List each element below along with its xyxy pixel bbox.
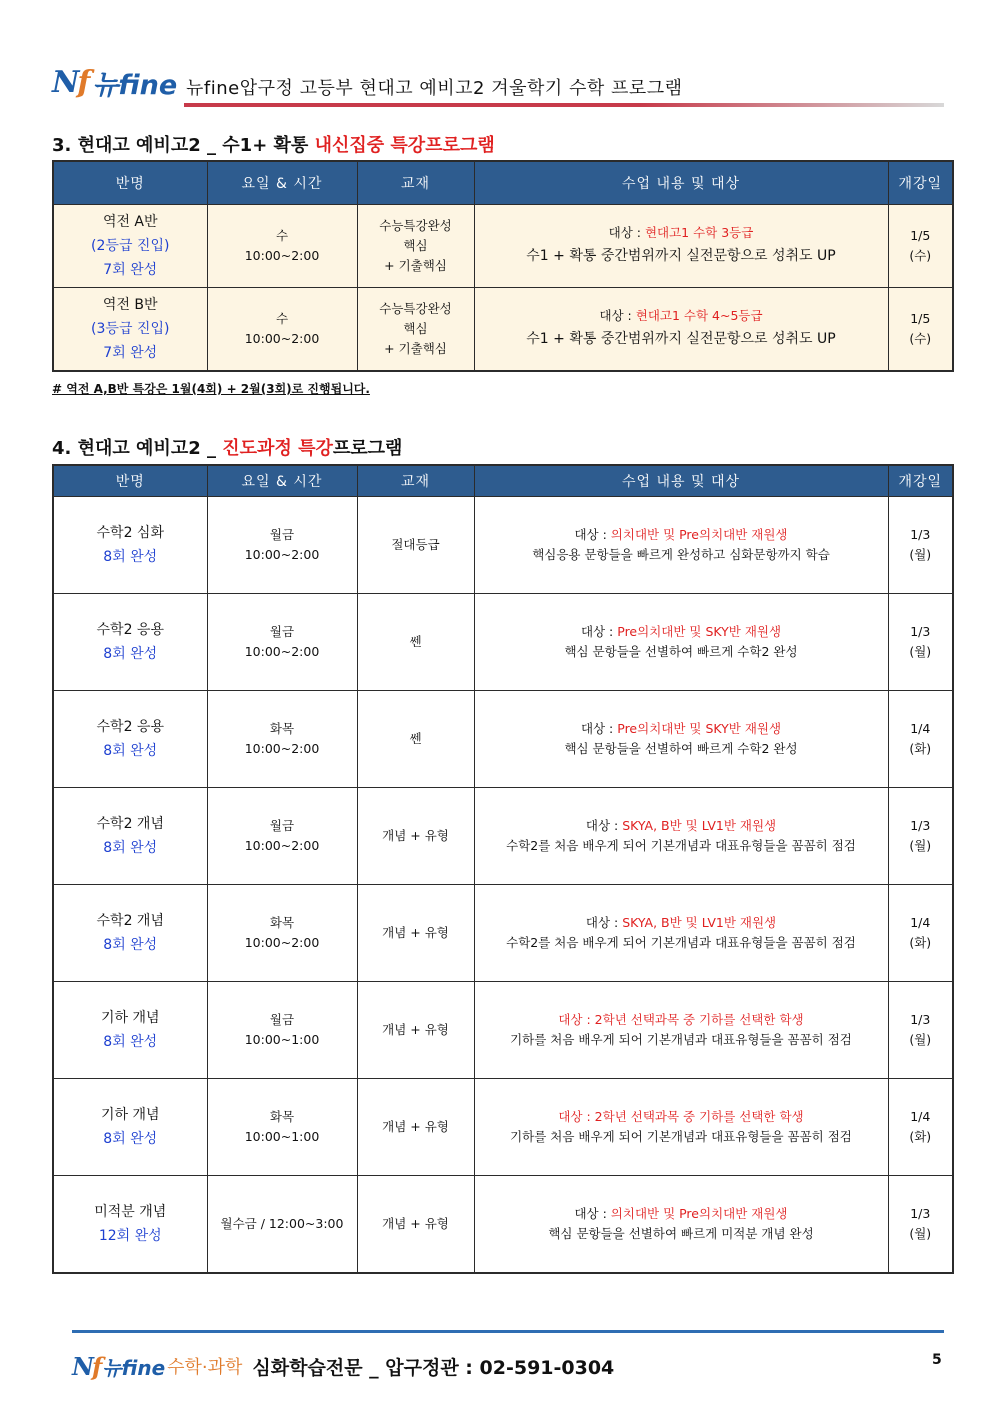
col-header: 수업 내용 및 대상: [474, 161, 888, 205]
target-label: 대상 :: [574, 1206, 611, 1221]
class-name: 기하 개념: [100, 1107, 160, 1123]
schedule-cell: [207, 594, 357, 691]
start-date-cell: [888, 788, 953, 885]
start-date: 1/5: [910, 228, 931, 243]
footer-logo-brand: 뉴fine: [102, 1355, 166, 1380]
class-name: 수학2 개념: [96, 816, 164, 832]
target-line: [475, 719, 888, 739]
schedule-cell: [207, 1079, 357, 1176]
class-sessions: 8회 완성: [103, 937, 158, 953]
textbook-cell: [357, 691, 474, 788]
target-value: 의치대반 및 Pre의치대반 재원생: [610, 527, 788, 542]
class-description: 수학2를 처음 배우게 되어 기본개념과 대표유형들을 꼼꼼히 점검: [506, 935, 856, 950]
target-line: [475, 1107, 888, 1127]
class-level: (3등급 진입): [91, 321, 170, 337]
table-row: [53, 788, 953, 885]
section3-note: # 역전 A,B반 특강은 1월(4회) + 2월(3회)로 진행됩니다.: [52, 382, 370, 396]
class-description: 핵심 문항들을 선별하여 빠르게 미적분 개념 완성: [548, 1226, 814, 1241]
footer-contact: 심화학습전문 _ 압구정관 : 02-591-0304: [252, 1356, 615, 1379]
start-date: 1/3: [910, 1012, 931, 1027]
class-day: 수: [275, 311, 289, 326]
class-name: 수학2 응용: [96, 622, 164, 638]
table-row: [53, 497, 953, 594]
class-name-cell: [53, 594, 207, 691]
col-header: 개강일: [888, 161, 953, 205]
class-sessions: 8회 완성: [103, 840, 158, 856]
textbook-cell: [357, 982, 474, 1079]
target-line: [475, 223, 888, 243]
target-value: 대상 : 2학년 선택과목 중 기하를 선택한 학생: [558, 1012, 804, 1027]
start-date-cell: [888, 982, 953, 1079]
textbook-cell: [357, 1079, 474, 1176]
start-weekday: (월): [909, 644, 932, 659]
schedule-cell: [207, 288, 357, 372]
class-name: 역전 A반: [102, 214, 158, 230]
textbook-cell: [357, 594, 474, 691]
class-sessions: 8회 완성: [103, 743, 158, 759]
schedule-cell: [207, 788, 357, 885]
target-value: Pre의치대반 및 SKY반 재원생: [617, 721, 782, 736]
textbook-line: + 기출핵심: [384, 258, 447, 273]
target-value: 현대고1 수학 4~5등급: [635, 308, 763, 323]
textbook: 절대등급: [391, 537, 440, 552]
class-description: 기하를 처음 배우게 되어 기본개념과 대표유형들을 꼼꼼히 점검: [510, 1129, 852, 1144]
textbook-cell: [357, 497, 474, 594]
table-header-row: [53, 161, 953, 205]
class-name: 수학2 개념: [96, 913, 164, 929]
class-description: 핵심 문항들을 선별하여 빠르게 수학2 완성: [564, 644, 798, 659]
textbook: 개념 + 유형: [382, 925, 449, 940]
class-sessions: 8회 완성: [103, 549, 158, 565]
target-value: 의치대반 및 Pre의치대반 재원생: [610, 1206, 788, 1221]
col-header: 요일 & 시간: [207, 161, 357, 205]
start-date: 1/3: [910, 1206, 931, 1221]
textbook-cell: [357, 885, 474, 982]
start-date-cell: [888, 691, 953, 788]
target-value: 현대고1 수학 3등급: [644, 225, 754, 240]
class-time: 10:00~2:00: [244, 547, 320, 562]
content-cell: [474, 1079, 888, 1176]
class-name: 미적분 개념: [94, 1204, 167, 1220]
class-day: 월금: [269, 1012, 295, 1027]
start-weekday: (월): [909, 1226, 932, 1241]
section4-title: [52, 434, 402, 460]
class-name: 역전 B반: [102, 297, 158, 313]
class-day: 월금: [269, 818, 295, 833]
class-time: 월수금 / 12:00~3:00: [220, 1216, 344, 1231]
content-cell: [474, 982, 888, 1079]
section4-title-highlight: 진도과정 특강: [222, 438, 333, 459]
class-description: 핵심 문항들을 선별하여 빠르게 수학2 완성: [564, 741, 798, 756]
content-cell: [474, 288, 888, 372]
target-line: [475, 525, 888, 545]
table-row: [53, 288, 953, 372]
class-day: 화목: [269, 721, 295, 736]
start-date: 1/3: [910, 624, 931, 639]
textbook-cell: [357, 1176, 474, 1274]
class-name-cell: [53, 497, 207, 594]
class-sessions: 8회 완성: [103, 1034, 158, 1050]
target-line: [475, 306, 888, 326]
textbook-line: 핵심: [403, 238, 428, 253]
target-value: SKYA, B반 및 LV1반 재원생: [622, 818, 777, 833]
page-header: [52, 62, 944, 112]
start-date-cell: [888, 497, 953, 594]
section4-title-suffix: 프로그램: [332, 438, 403, 459]
target-label: 대상 :: [599, 308, 636, 323]
start-date: 1/5: [910, 311, 931, 326]
textbook-cell: [357, 205, 474, 288]
table-row: [53, 1079, 953, 1176]
page-title: 뉴fine압구정 고등부 현대고 예비고2 겨울학기 수학 프로그램: [186, 78, 683, 99]
class-description: 수학2를 처음 배우게 되어 기본개념과 대표유형들을 꼼꼼히 점검: [506, 838, 856, 853]
content-cell: [474, 497, 888, 594]
class-name: 수학2 심화: [96, 525, 164, 541]
table-row: [53, 691, 953, 788]
textbook-cell: [357, 788, 474, 885]
class-description: 수1 + 확통 중간범위까지 실전문항으로 성취도 UP: [526, 248, 836, 264]
class-day: 화목: [269, 1109, 295, 1124]
footer-logo-mark: Nf: [72, 1351, 101, 1381]
content-cell: [474, 594, 888, 691]
start-date: 1/4: [910, 721, 931, 736]
class-level: (2등급 진입): [91, 238, 170, 254]
table-row: [53, 885, 953, 982]
target-label: 대상 :: [580, 721, 618, 736]
textbook-line: 수능특강완성: [379, 301, 452, 316]
class-name-cell: [53, 1176, 207, 1274]
col-header: 교재: [357, 161, 474, 205]
class-sessions: 7회 완성: [103, 345, 158, 361]
class-name-cell: [53, 205, 207, 288]
class-time: 10:00~2:00: [244, 644, 320, 659]
schedule-cell: [207, 1176, 357, 1274]
start-weekday: (월): [909, 547, 932, 562]
target-label: 대상 :: [585, 818, 623, 833]
class-name-cell: [53, 885, 207, 982]
col-header: 반명: [53, 465, 207, 497]
start-date-cell: [888, 1176, 953, 1274]
class-sessions: 7회 완성: [103, 262, 158, 278]
start-date-cell: [888, 205, 953, 288]
class-sessions: 8회 완성: [103, 1131, 158, 1147]
class-name-cell: [53, 288, 207, 372]
textbook: 쎈: [409, 731, 422, 746]
class-name-cell: [53, 788, 207, 885]
start-weekday: (화): [909, 741, 932, 756]
class-name: 기하 개념: [100, 1010, 160, 1026]
target-line: [475, 1204, 888, 1224]
schedule-cell: [207, 497, 357, 594]
page-footer: [72, 1348, 614, 1384]
class-name: 수학2 응용: [96, 719, 164, 735]
class-name-cell: [53, 982, 207, 1079]
col-header: 수업 내용 및 대상: [474, 465, 888, 497]
textbook-line: 핵심: [403, 321, 428, 336]
section4-table: [52, 464, 954, 1274]
header-divider: [184, 103, 944, 107]
target-value: 대상 : 2학년 선택과목 중 기하를 선택한 학생: [558, 1109, 804, 1124]
textbook-line: + 기출핵심: [384, 341, 447, 356]
footer-divider: [72, 1330, 944, 1333]
textbook: 개념 + 유형: [382, 828, 449, 843]
schedule-cell: [207, 982, 357, 1079]
start-date: 1/3: [910, 527, 931, 542]
class-description: 수1 + 확통 중간범위까지 실전문항으로 성취도 UP: [526, 331, 836, 347]
page-number: 5: [932, 1352, 942, 1368]
target-label: 대상 :: [585, 915, 623, 930]
class-description: 핵심응용 문항들을 빠르게 완성하고 심화문항까지 학습: [532, 547, 830, 562]
section3-title-highlight: 내신집중 특강프로그램: [314, 135, 495, 156]
section3-table: [52, 160, 954, 372]
start-date-cell: [888, 288, 953, 372]
section4-title-prefix: 4. 현대고 예비고2 _: [52, 438, 223, 459]
textbook: 개념 + 유형: [382, 1119, 449, 1134]
start-date: 1/3: [910, 818, 931, 833]
class-sessions: 12회 완성: [98, 1228, 162, 1244]
target-line: [475, 1010, 888, 1030]
brand-logo: [52, 62, 177, 102]
textbook-cell: [357, 288, 474, 372]
start-date-cell: [888, 885, 953, 982]
start-date-cell: [888, 594, 953, 691]
target-line: [475, 913, 888, 933]
target-label: 대상 :: [608, 225, 645, 240]
target-label: 대상 :: [574, 527, 611, 542]
textbook: 개념 + 유형: [382, 1022, 449, 1037]
section4-rows: [53, 497, 953, 1274]
class-day: 화목: [269, 915, 295, 930]
start-date: 1/4: [910, 915, 931, 930]
start-weekday: (화): [909, 1129, 932, 1144]
start-date-cell: [888, 1079, 953, 1176]
logo-mark: Nf: [52, 64, 89, 100]
target-value: Pre의치대반 및 SKY반 재원생: [617, 624, 782, 639]
class-name-cell: [53, 1079, 207, 1176]
content-cell: [474, 205, 888, 288]
target-value: SKYA, B반 및 LV1반 재원생: [622, 915, 777, 930]
start-weekday: (수): [909, 331, 932, 346]
textbook: 쎈: [409, 634, 422, 649]
content-cell: [474, 885, 888, 982]
class-description: 기하를 처음 배우게 되어 기본개념과 대표유형들을 꼼꼼히 점검: [510, 1032, 852, 1047]
col-header: 교재: [357, 465, 474, 497]
col-header: 반명: [53, 161, 207, 205]
class-name-cell: [53, 691, 207, 788]
content-cell: [474, 788, 888, 885]
schedule-cell: [207, 885, 357, 982]
col-header: 개강일: [888, 465, 953, 497]
start-weekday: (수): [909, 248, 932, 263]
start-date: 1/4: [910, 1109, 931, 1124]
schedule-cell: [207, 691, 357, 788]
section3-title: [52, 131, 495, 157]
class-day: 월금: [269, 624, 295, 639]
table-row: [53, 594, 953, 691]
class-time: 10:00~1:00: [244, 1129, 320, 1144]
class-time: 10:00~2:00: [244, 248, 320, 263]
footer-logo-sub: 수학·과학: [167, 1357, 243, 1378]
start-weekday: (월): [909, 1032, 932, 1047]
content-cell: [474, 691, 888, 788]
target-label: 대상 :: [580, 624, 618, 639]
table-row: [53, 205, 953, 288]
table-header-row: [53, 465, 953, 497]
class-day: 수: [275, 228, 289, 243]
section3-title-prefix: 3. 현대고 예비고2 _ 수1+ 확통: [52, 135, 315, 156]
textbook-line: 수능특강완성: [379, 218, 452, 233]
start-weekday: (월): [909, 838, 932, 853]
schedule-cell: [207, 205, 357, 288]
content-cell: [474, 1176, 888, 1274]
logo-brand: 뉴fine: [92, 69, 178, 101]
class-time: 10:00~2:00: [244, 331, 320, 346]
target-line: [475, 622, 888, 642]
class-time: 10:00~2:00: [244, 741, 320, 756]
target-line: [475, 816, 888, 836]
table-row: [53, 1176, 953, 1274]
textbook: 개념 + 유형: [382, 1216, 449, 1231]
class-sessions: 8회 완성: [103, 646, 158, 662]
table-row: [53, 982, 953, 1079]
class-day: 월금: [269, 527, 295, 542]
col-header: 요일 & 시간: [207, 465, 357, 497]
class-time: 10:00~2:00: [244, 838, 320, 853]
start-weekday: (화): [909, 935, 932, 950]
class-time: 10:00~1:00: [244, 1032, 320, 1047]
class-time: 10:00~2:00: [244, 935, 320, 950]
